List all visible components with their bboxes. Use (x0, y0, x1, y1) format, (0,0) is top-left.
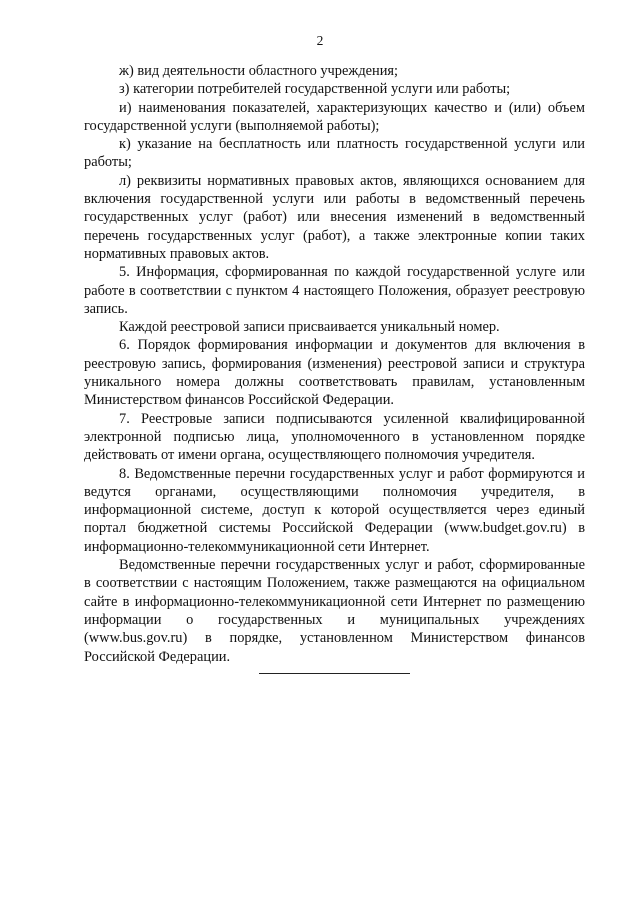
paragraph-clause-5: 5. Информация, сформированная по каждой государственной услуге или работе в соответствии с пунктом 4 настоящего Положения, образует реестровую запись. (84, 264, 585, 317)
document-body (84, 62, 585, 666)
paragraph-publication: Ведомственные перечни государственных услуг и работ, сформированные в соответствии с настоящим Положением, также размещаются на официальном сайте в информационно-телекоммуникационной сети Интернет по размещению информации о государственных и муниципальных учреждениях (www.bus.gov.ru) в порядке, установленном Министерством финансов Российской Федерации. (84, 557, 585, 665)
page-number: 2 (316, 33, 324, 48)
end-divider (259, 673, 410, 674)
paragraph-clause-6: 6. Порядок формирования информации и документов для включения в реестровую запись, формирования (изменения) реестровой записи и структура уникального номера должны соответствовать правилам, установленным Министерством финансов Российской Федерации. (84, 337, 585, 409)
paragraph-unique-number: Каждой реестровой записи присваивается уникальный номер. (119, 319, 500, 336)
paragraph-item-k: к) указание на бесплатность или платность государственной услуги или работы; (84, 136, 585, 171)
paragraph-item-i: и) наименования показателей, характеризующих качество и (или) объем государственной услуги (выполняемой работы); (84, 99, 585, 134)
paragraph-clause-8: 8. Ведомственные перечни государственных услуг и работ формируются и ведутся органами, осуществляющими полномочия учредителя, в информационной системе, доступ к которой осуществляется через единый портал бюджетной системы Российской Федерации (www.budget.gov.ru) в информационно-телекоммуникационной сети Интернет. (84, 465, 585, 555)
paragraph-item-zh: ж) вид деятельности областного учреждения; (119, 63, 399, 79)
paragraph-clause-7: 7. Реестровые записи подписываются усиленной квалифицированной электронной подписью лица, уполномоченного в установленном порядке действовать от имени органа, осуществляющего полномочия учредителя. (84, 410, 585, 464)
paragraph-item-z: з) категории потребителей государственной услуги или работы; (119, 81, 511, 98)
paragraph-item-l: л) реквизиты нормативных правовых актов, являющихся основанием для включения государственной услуги или работы в ведомственный перечень государственных услуг (работ) или внесения изменений в ведомственный перечень государственных услуг (работ), а также электронные копии таких нормативных правовых актов. (84, 172, 585, 262)
